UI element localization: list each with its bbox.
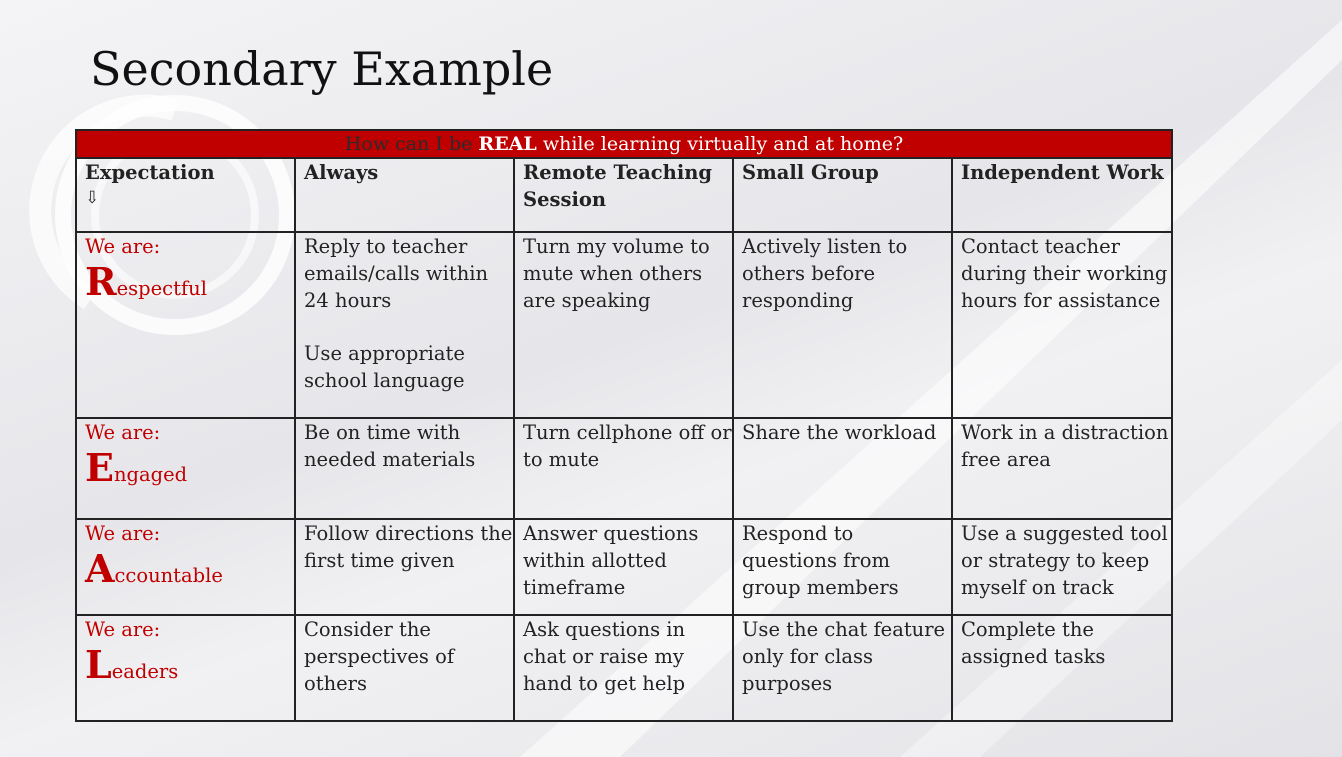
we-are-label: We are: bbox=[85, 522, 161, 545]
we-are-label: We are: bbox=[85, 235, 161, 258]
expectation-rest: ccountable bbox=[114, 564, 223, 587]
banner-row bbox=[76, 130, 1172, 158]
header-remote-teaching-session: Remote Teaching Session bbox=[514, 158, 733, 232]
banner-text-part1: How can I be bbox=[344, 133, 479, 155]
remote-cell: Turn cellphone off or to mute bbox=[514, 418, 733, 519]
independent-cell: Complete the assigned tasks bbox=[952, 615, 1172, 721]
banner-question bbox=[76, 130, 1172, 158]
always-cell: Follow directions the first time given bbox=[295, 519, 514, 615]
banner-text-real: REAL bbox=[478, 133, 537, 155]
header-expectation bbox=[76, 158, 295, 232]
table-row bbox=[76, 615, 1172, 721]
expectation-word bbox=[85, 259, 294, 304]
header-independent-work: Independent Work bbox=[952, 158, 1172, 232]
expectations-table bbox=[75, 129, 1173, 722]
expectation-rest: ngaged bbox=[113, 463, 188, 486]
expectation-initial: E bbox=[85, 445, 114, 490]
header-always: Always bbox=[295, 158, 514, 232]
expectation-word bbox=[85, 546, 294, 591]
expectation-rest: eaders bbox=[111, 660, 179, 683]
independent-cell: Work in a distraction free area bbox=[952, 418, 1172, 519]
we-are-label: We are: bbox=[85, 618, 161, 641]
we-are-label: We are: bbox=[85, 421, 161, 444]
expectation-cell-respectful bbox=[76, 232, 295, 418]
expectation-initial: A bbox=[85, 546, 115, 591]
remote-cell: Turn my volume to mute when others are speaking bbox=[514, 232, 733, 418]
expectation-word bbox=[85, 445, 294, 490]
expectation-cell-engaged bbox=[76, 418, 295, 519]
expectation-cell-accountable bbox=[76, 519, 295, 615]
expectation-cell-leaders bbox=[76, 615, 295, 721]
banner-text-part3: while learning virtually and at home? bbox=[536, 133, 904, 155]
down-arrow-icon: ⇩ bbox=[85, 188, 100, 208]
always-cell: Be on time with needed materials bbox=[295, 418, 514, 519]
small-group-cell: Use the chat feature only for class purposes bbox=[733, 615, 952, 721]
always-text-2: Use appropriate school language bbox=[304, 342, 465, 392]
always-cell: Consider the perspectives of others bbox=[295, 615, 514, 721]
header-row bbox=[76, 158, 1172, 232]
header-small-group: Small Group bbox=[733, 158, 952, 232]
small-group-cell: Share the workload bbox=[733, 418, 952, 519]
table-row bbox=[76, 519, 1172, 615]
table-row bbox=[76, 232, 1172, 418]
small-group-cell: Actively listen to others before responding bbox=[733, 232, 952, 418]
page-title: Secondary Example bbox=[90, 42, 554, 96]
expectation-rest: espectful bbox=[116, 277, 207, 300]
always-text: Reply to teacher emails/calls within 24 hours bbox=[304, 235, 489, 312]
independent-cell: Use a suggested tool or strategy to keep myself on track bbox=[952, 519, 1172, 615]
remote-cell: Ask questions in chat or raise my hand to get help bbox=[514, 615, 733, 721]
expectation-initial: R bbox=[85, 259, 117, 304]
header-expectation-label: Expectation bbox=[85, 161, 215, 184]
expectation-word bbox=[85, 642, 294, 687]
independent-cell: Contact teacher during their working hours for assistance bbox=[952, 232, 1172, 418]
remote-cell: Answer questions within allotted timeframe bbox=[514, 519, 733, 615]
table-row bbox=[76, 418, 1172, 519]
small-group-cell: Respond to questions from group members bbox=[733, 519, 952, 615]
expectation-initial: L bbox=[85, 642, 112, 687]
always-cell bbox=[295, 232, 514, 418]
